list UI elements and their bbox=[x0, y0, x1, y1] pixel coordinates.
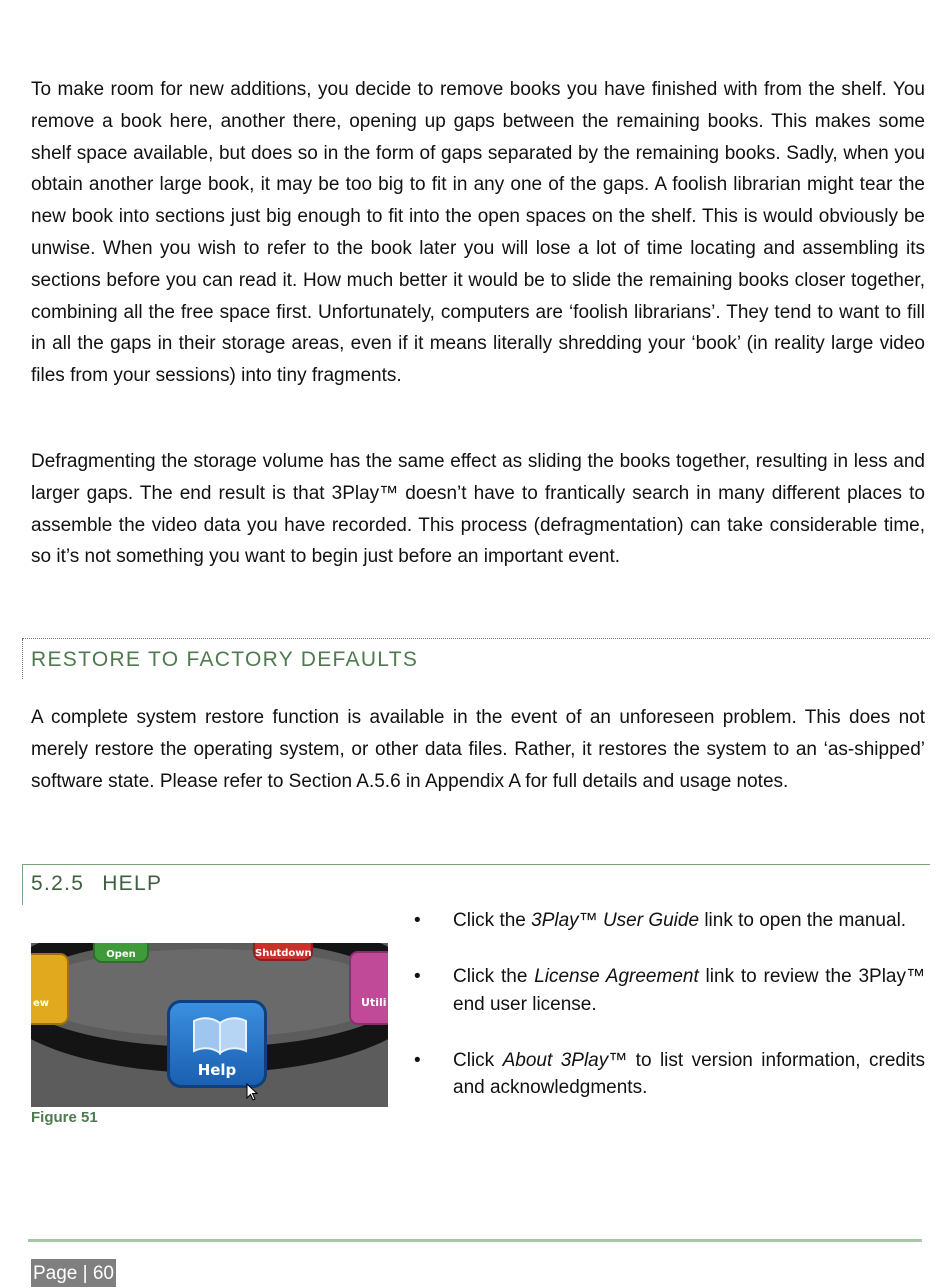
page-number: Page | 60 bbox=[31, 1259, 116, 1287]
section-heading-help bbox=[31, 872, 162, 896]
bullet-text: link to review the 3Play™ end user license. bbox=[453, 966, 925, 1015]
section-divider bbox=[22, 864, 930, 865]
section-divider-edge bbox=[22, 865, 23, 905]
bullet-text: Click bbox=[453, 1049, 503, 1071]
footer-rule bbox=[28, 1239, 922, 1242]
user-guide-link-name: 3Play™ User Guide bbox=[531, 910, 700, 931]
bullet-text: Click the bbox=[453, 966, 535, 987]
section-number: 5.2.5 bbox=[31, 872, 85, 895]
help-bullet-list bbox=[410, 907, 925, 1130]
view-tile-label: ew bbox=[33, 998, 50, 1009]
shutdown-tile: Shutdown bbox=[253, 943, 313, 961]
section-divider-edge bbox=[22, 639, 23, 679]
about-link-name: About 3Play™ bbox=[502, 1049, 628, 1071]
utilities-tile-label: Utili bbox=[361, 996, 387, 1009]
mouse-cursor-icon bbox=[246, 1083, 258, 1101]
bullet-symbol: • bbox=[414, 1049, 421, 1071]
bullet-symbol: • bbox=[414, 910, 421, 931]
open-tile: Open bbox=[93, 943, 149, 963]
bullet-text: Click the bbox=[453, 910, 532, 931]
bullet-text: link to open the manual. bbox=[699, 910, 907, 931]
section-title: HELP bbox=[102, 872, 163, 895]
help-menu-figure bbox=[31, 943, 388, 1107]
help-tile bbox=[167, 1000, 267, 1088]
list-item bbox=[410, 1047, 925, 1102]
utilities-tile bbox=[349, 951, 388, 1025]
bullet-text: to list version information, credits and acknowledgments. bbox=[453, 1049, 925, 1098]
open-book-icon bbox=[192, 1013, 248, 1057]
section-divider bbox=[22, 638, 930, 639]
body-paragraph: A complete system restore function is available in the event of an unforeseen problem. This does not merely restore the operating system, or other data files. Rather, it restores the system to an ‘as-shipped’ software state. Please refer to Section A.5.6 in Appendix A for full details and usage notes. bbox=[31, 707, 925, 792]
view-tile bbox=[31, 953, 69, 1025]
list-item bbox=[410, 963, 925, 1018]
license-link-name: License Agreement bbox=[534, 966, 699, 987]
figure-caption: Figure 51 bbox=[31, 1109, 98, 1126]
body-paragraph: Defragmenting the storage volume has the same effect as sliding the books together, resulting in less and larger gaps. The end result is that 3Play™ doesn’t have to frantically search in many different places to assemble the video data you have recorded. This process (defragmentation) can take considerable time, so it’s not something you want to begin just before an important event. bbox=[31, 451, 925, 568]
list-item bbox=[410, 907, 925, 935]
section-heading-restore: RESTORE TO FACTORY DEFAULTS bbox=[31, 648, 419, 671]
help-tile-label: Help bbox=[197, 1061, 237, 1079]
bullet-symbol: • bbox=[414, 966, 421, 987]
body-paragraph: To make room for new additions, you decide to remove books you have finished with from the shelf. You remove a book here, another there, opening up gaps between the remaining books. This makes some shelf space available, but does so in the form of gaps separated by the remaining books. Sadly, when you obtain another large book, it may be too big to fit in any one of the gaps. A foolish librarian might tear the new book into sections just big enough to fit into the open spaces on the shelf. This is would obviously be unwise. When you wish to refer to the book later you will lose a lot of time locating and assembling its sections before you can read it. How much better it would be to slide the remaining books closer together, combining all the free space first. Unfortunately, computers are ‘foolish librarians’. They tend to want to fill in all the gaps in their storage areas, even if it means literally shredding your ‘book’ (in reality large video files from your sessions) into tiny fragments. bbox=[31, 79, 925, 387]
